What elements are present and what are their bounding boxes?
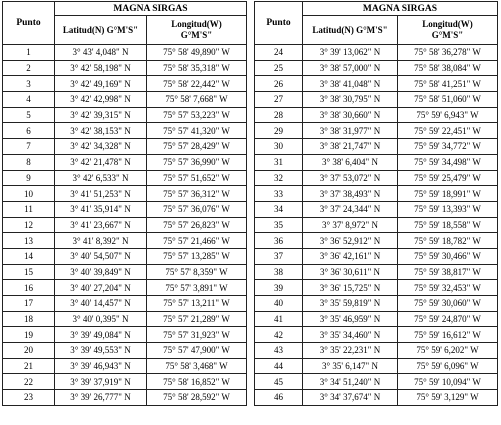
- table-row: [3, 343, 247, 359]
- table-row: [255, 390, 498, 406]
- table-row: [255, 154, 498, 170]
- longitude-cell: 75° 59' 18,991" W: [398, 186, 498, 202]
- latitude-cell: 3° 40' 14,457" N: [55, 296, 147, 312]
- punto-cell: 25: [255, 60, 303, 76]
- latitude-cell: 3° 41' 35,914" N: [55, 201, 147, 217]
- longitude-cell: 75° 57' 31,923" W: [147, 327, 247, 343]
- latitude-cell: 3° 34' 51,240" N: [303, 374, 398, 390]
- punto-cell: 14: [3, 248, 55, 264]
- punto-cell: 29: [255, 123, 303, 139]
- longitude-cell: 75° 59' 34,498" W: [398, 154, 498, 170]
- table-row: [255, 123, 498, 139]
- table-row: [255, 311, 498, 327]
- latitude-cell: 3° 42' 38,153" N: [55, 123, 147, 139]
- latitude-cell: 3° 38' 6,404" N: [303, 154, 398, 170]
- table-body-right: [255, 45, 498, 406]
- latitude-cell: 3° 39' 49,084" N: [55, 327, 147, 343]
- table-row: [3, 374, 247, 390]
- longitude-cell: 75° 59' 10,094" W: [398, 374, 498, 390]
- punto-cell: 15: [3, 264, 55, 280]
- longitude-cell: 75° 57' 36,990" W: [147, 154, 247, 170]
- punto-cell: 24: [255, 45, 303, 61]
- punto-cell: 2: [3, 60, 55, 76]
- longitude-cell: 75° 59' 25,479" W: [398, 170, 498, 186]
- punto-cell: 12: [3, 217, 55, 233]
- longitude-cell: 75° 57' 8,359" W: [147, 264, 247, 280]
- table-row: [3, 154, 247, 170]
- latitude-cell: 3° 37' 53,072" N: [303, 170, 398, 186]
- punto-cell: 7: [3, 139, 55, 155]
- latitude-cell: 3° 36' 30,611" N: [303, 264, 398, 280]
- magna-sirgas-header: MAGNA SIRGAS: [55, 2, 247, 16]
- punto-cell: 42: [255, 327, 303, 343]
- table-row: [255, 374, 498, 390]
- table-row: [3, 296, 247, 312]
- longitude-cell: 75° 59' 6,943" W: [398, 107, 498, 123]
- punto-cell: 8: [3, 154, 55, 170]
- table-row: [255, 233, 498, 249]
- latitude-cell: 3° 35' 46,959" N: [303, 311, 398, 327]
- latitude-cell: 3° 41' 23,667" N: [55, 217, 147, 233]
- latitude-cell: 3° 39' 37,919" N: [55, 374, 147, 390]
- table-row: [255, 280, 498, 296]
- latitude-cell: 3° 34' 37,674" N: [303, 390, 398, 406]
- latitude-cell: 3° 39' 13,062" N: [303, 45, 398, 61]
- latitude-cell: 3° 36' 52,912" N: [303, 233, 398, 249]
- table-row: [3, 358, 247, 374]
- punto-cell: 4: [3, 92, 55, 108]
- latitude-cell: 3° 35' 6,147" N: [303, 358, 398, 374]
- longitude-cell: 75° 59' 38,817" W: [398, 264, 498, 280]
- punto-cell: 33: [255, 186, 303, 202]
- table-row: [3, 280, 247, 296]
- punto-cell: 31: [255, 154, 303, 170]
- punto-cell: 32: [255, 170, 303, 186]
- latitude-cell: 3° 40' 54,507" N: [55, 248, 147, 264]
- latitude-cell: 3° 39' 26,777" N: [55, 390, 147, 406]
- latitude-column-header: Latitud(N) G°M'S": [55, 16, 147, 45]
- latitude-cell: 3° 43' 4,048" N: [55, 45, 147, 61]
- table-row: [3, 264, 247, 280]
- table-row: [255, 217, 498, 233]
- longitude-cell: 75° 57' 21,289" W: [147, 311, 247, 327]
- longitude-cell: 75° 57' 26,823" W: [147, 217, 247, 233]
- latitude-cell: 3° 42' 39,315" N: [55, 107, 147, 123]
- table-row: [3, 92, 247, 108]
- longitude-cell: 75° 58' 38,084" W: [398, 60, 498, 76]
- latitude-cell: 3° 35' 22,231" N: [303, 343, 398, 359]
- coordinates-table-left: [2, 1, 247, 406]
- longitude-cell: 75° 57' 51,652" W: [147, 170, 247, 186]
- longitude-cell: 75° 59' 6,202" W: [398, 343, 498, 359]
- longitude-cell: 75° 58' 28,592" W: [147, 390, 247, 406]
- latitude-cell: 3° 40' 27,204" N: [55, 280, 147, 296]
- latitude-cell: 3° 37' 38,493" N: [303, 186, 398, 202]
- table-row: [255, 201, 498, 217]
- table-row: [3, 311, 247, 327]
- longitude-header-line2: G°M'S": [431, 30, 464, 40]
- longitude-cell: 75° 58' 51,060" W: [398, 92, 498, 108]
- latitude-cell: 3° 35' 59,819" N: [303, 296, 398, 312]
- punto-cell: 21: [3, 358, 55, 374]
- longitude-cell: 75° 59' 6,096" W: [398, 358, 498, 374]
- table-row: [255, 92, 498, 108]
- longitude-cell: 75° 59' 32,453" W: [398, 280, 498, 296]
- longitude-cell: 75° 58' 41,251" W: [398, 76, 498, 92]
- longitude-cell: 75° 57' 3,891" W: [147, 280, 247, 296]
- table-row: [255, 296, 498, 312]
- longitude-cell: 75° 58' 7,668" W: [147, 92, 247, 108]
- punto-cell: 28: [255, 107, 303, 123]
- latitude-cell: 3° 35' 34,460" N: [303, 327, 398, 343]
- punto-cell: 35: [255, 217, 303, 233]
- punto-cell: 45: [255, 374, 303, 390]
- longitude-cell: 75° 59' 13,393" W: [398, 201, 498, 217]
- table-row: [3, 201, 247, 217]
- table-body-left: [3, 45, 247, 406]
- coordinates-table-right: [254, 1, 498, 406]
- table-row: [255, 343, 498, 359]
- punto-cell: 5: [3, 107, 55, 123]
- punto-cell: 26: [255, 76, 303, 92]
- longitude-cell: 75° 59' 34,772" W: [398, 139, 498, 155]
- punto-cell: 39: [255, 280, 303, 296]
- longitude-cell: 75° 57' 47,900" W: [147, 343, 247, 359]
- longitude-cell: 75° 57' 13,285" W: [147, 248, 247, 264]
- latitude-cell: 3° 37' 24,344" N: [303, 201, 398, 217]
- table-row: [255, 186, 498, 202]
- latitude-cell: 3° 42' 42,998" N: [55, 92, 147, 108]
- latitude-cell: 3° 41' 8,392" N: [55, 233, 147, 249]
- table-row: [3, 390, 247, 406]
- table-row: [3, 139, 247, 155]
- longitude-cell: 75° 57' 53,223" W: [147, 107, 247, 123]
- latitude-cell: 3° 39' 46,943" N: [55, 358, 147, 374]
- longitude-cell: 75° 59' 16,612" W: [398, 327, 498, 343]
- punto-column-header: Punto: [255, 2, 303, 45]
- punto-cell: 43: [255, 343, 303, 359]
- latitude-cell: 3° 42' 21,478" N: [55, 154, 147, 170]
- punto-cell: 18: [3, 311, 55, 327]
- latitude-cell: 3° 39' 49,553" N: [55, 343, 147, 359]
- longitude-cell: 75° 59' 18,782" W: [398, 233, 498, 249]
- latitude-cell: 3° 42' 6,533" N: [55, 170, 147, 186]
- longitude-cell: 75° 59' 30,466" W: [398, 248, 498, 264]
- longitude-cell: 75° 59' 18,558" W: [398, 217, 498, 233]
- latitude-cell: 3° 37' 8,972" N: [303, 217, 398, 233]
- latitude-cell: 3° 42' 34,328" N: [55, 139, 147, 155]
- punto-cell: 11: [3, 201, 55, 217]
- longitude-cell: 75° 58' 35,318" W: [147, 60, 247, 76]
- table-row: [255, 170, 498, 186]
- table-row: [255, 76, 498, 92]
- punto-cell: 30: [255, 139, 303, 155]
- longitude-cell: 75° 59' 30,060" W: [398, 296, 498, 312]
- punto-cell: 20: [3, 343, 55, 359]
- latitude-cell: 3° 36' 15,725" N: [303, 280, 398, 296]
- table-row: [3, 217, 247, 233]
- table-row: [255, 45, 498, 61]
- longitude-cell: 75° 59' 3,129" W: [398, 390, 498, 406]
- punto-cell: 34: [255, 201, 303, 217]
- latitude-cell: 3° 40' 39,849" N: [55, 264, 147, 280]
- longitude-cell: 75° 58' 36,278" W: [398, 45, 498, 61]
- punto-cell: 36: [255, 233, 303, 249]
- latitude-cell: 3° 40' 0,395" N: [55, 311, 147, 327]
- table-row: [255, 139, 498, 155]
- table-row: [255, 60, 498, 76]
- latitude-cell: 3° 42' 58,198" N: [55, 60, 147, 76]
- latitude-cell: 3° 42' 49,169" N: [55, 76, 147, 92]
- latitude-cell: 3° 41' 51,253" N: [55, 186, 147, 202]
- table-row: [255, 248, 498, 264]
- latitude-cell: 3° 38' 30,660" N: [303, 107, 398, 123]
- punto-cell: 46: [255, 390, 303, 406]
- latitude-cell: 3° 36' 42,161" N: [303, 248, 398, 264]
- longitude-column-header: [398, 16, 498, 45]
- longitude-column-header: [147, 16, 247, 45]
- punto-cell: 9: [3, 170, 55, 186]
- longitude-cell: 75° 58' 49,890" W: [147, 45, 247, 61]
- magna-sirgas-header: MAGNA SIRGAS: [303, 2, 498, 16]
- table-row: [3, 45, 247, 61]
- table-row: [255, 358, 498, 374]
- table-row: [3, 76, 247, 92]
- table-row: [255, 107, 498, 123]
- punto-cell: 1: [3, 45, 55, 61]
- longitude-cell: 75° 58' 16,852" W: [147, 374, 247, 390]
- longitude-cell: 75° 57' 36,312" W: [147, 186, 247, 202]
- punto-cell: 16: [3, 280, 55, 296]
- punto-cell: 41: [255, 311, 303, 327]
- longitude-cell: 75° 59' 24,870" W: [398, 311, 498, 327]
- longitude-header-line1: Longitud(W): [422, 19, 473, 29]
- table-row: [255, 327, 498, 343]
- table-row: [3, 327, 247, 343]
- punto-cell: 10: [3, 186, 55, 202]
- table-row: [3, 60, 247, 76]
- latitude-cell: 3° 38' 30,795" N: [303, 92, 398, 108]
- punto-column-header: Punto: [3, 2, 55, 45]
- punto-cell: 13: [3, 233, 55, 249]
- latitude-cell: 3° 38' 57,000" N: [303, 60, 398, 76]
- longitude-cell: 75° 57' 41,320" W: [147, 123, 247, 139]
- longitude-cell: 75° 58' 3,468" W: [147, 358, 247, 374]
- punto-cell: 22: [3, 374, 55, 390]
- punto-cell: 44: [255, 358, 303, 374]
- table-row: [3, 186, 247, 202]
- longitude-header-line1: Longitud(W): [171, 19, 222, 29]
- table-row: [3, 170, 247, 186]
- latitude-column-header: Latitud(N) G°M'S": [303, 16, 398, 45]
- punto-cell: 3: [3, 76, 55, 92]
- punto-cell: 19: [3, 327, 55, 343]
- table-row: [3, 123, 247, 139]
- longitude-cell: 75° 57' 28,429" W: [147, 139, 247, 155]
- punto-cell: 37: [255, 248, 303, 264]
- longitude-header-line2: G°M'S": [180, 30, 213, 40]
- longitude-cell: 75° 57' 13,211" W: [147, 296, 247, 312]
- punto-cell: 40: [255, 296, 303, 312]
- punto-cell: 23: [3, 390, 55, 406]
- longitude-cell: 75° 57' 21,466" W: [147, 233, 247, 249]
- table-row: [3, 248, 247, 264]
- table-row: [3, 107, 247, 123]
- table-row: [255, 264, 498, 280]
- punto-cell: 6: [3, 123, 55, 139]
- longitude-cell: 75° 57' 36,076" W: [147, 201, 247, 217]
- latitude-cell: 3° 38' 21,747" N: [303, 139, 398, 155]
- latitude-cell: 3° 38' 31,977" N: [303, 123, 398, 139]
- latitude-cell: 3° 38' 41,048" N: [303, 76, 398, 92]
- punto-cell: 17: [3, 296, 55, 312]
- table-row: [3, 233, 247, 249]
- punto-cell: 27: [255, 92, 303, 108]
- punto-cell: 38: [255, 264, 303, 280]
- longitude-cell: 75° 58' 22,442" W: [147, 76, 247, 92]
- longitude-cell: 75° 59' 22,451" W: [398, 123, 498, 139]
